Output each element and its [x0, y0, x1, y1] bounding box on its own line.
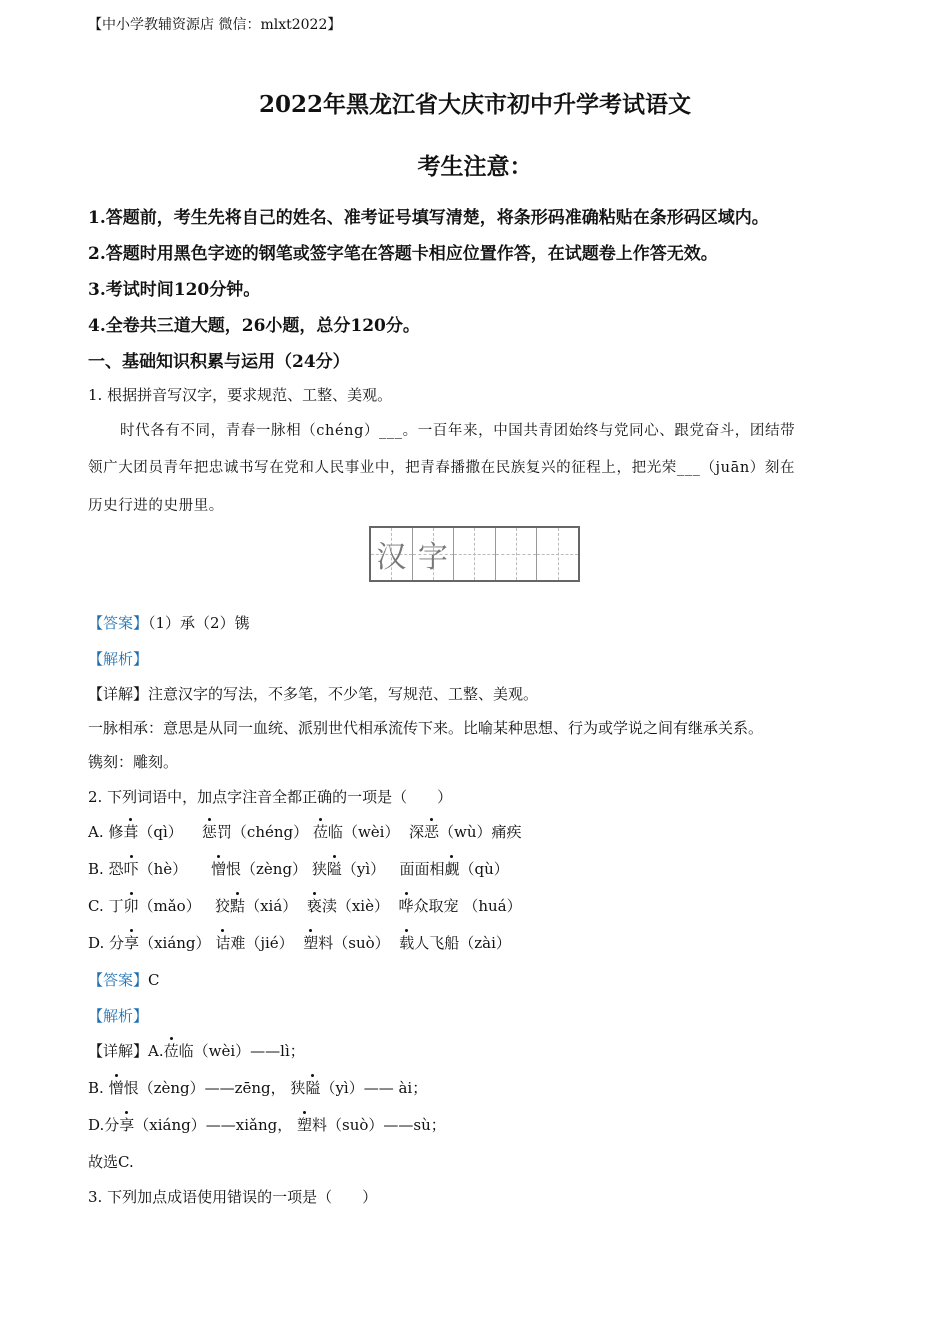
- page-title: 2022年黑龙江省大庆市初中升学考试语文: [258, 91, 691, 118]
- answer-text: C: [148, 971, 160, 989]
- q1-passage-line-2: 领广大团员青年把忠诚书写在党和人民事业中，把青春播撒在民族复兴的征程上，把光荣___（juān）刻在: [88, 460, 796, 476]
- grid-cell: [537, 528, 578, 580]
- q1-passage-line-3: 历史行进的史册里。: [88, 498, 224, 514]
- q2-analysis: [88, 1005, 148, 1026]
- q2-answer: [88, 969, 160, 990]
- writing-grid: [369, 526, 580, 582]
- q3-stem: 3. 下列加点成语使用错误的一项是（ ）: [88, 1188, 378, 1206]
- q1-note-2: 镌刻：雕刻。: [88, 753, 179, 771]
- grid-cell: 汉: [371, 528, 413, 580]
- q1-passage-line-1: 时代各有不同，青春一脉相（chéng）___。一百年来，中国共青团始终与党同心、跟党奋斗，团结带: [120, 423, 796, 439]
- grid-cell: 字: [413, 528, 455, 580]
- q2-stem: 2. 下列词语中，加点字注音全都正确的一项是（ ）: [88, 788, 453, 806]
- section-heading: 一、基础知识积累与运用（24分）: [88, 352, 350, 372]
- q1-stem: 1. 根据拼音写汉字，要求规范、工整、美观。: [88, 386, 393, 404]
- notice-2: 2.答题时用黑色字迹的钢笔或签字笔在答题卡相应位置作答，在试题卷上作答无效。: [88, 244, 718, 264]
- page-subtitle: 考生注意：: [417, 153, 533, 180]
- q2-detail-b: B. 憎恨（zèng）——zēng， 狭隘（yì）—— ài；: [88, 1079, 428, 1097]
- grid-cell: [496, 528, 538, 580]
- q2-option-b: B. 恐吓（hè） 憎恨（zèng） 狭隘（yì） 面面相觑（qù）: [88, 860, 509, 878]
- q2-detail-a: 【详解】A.莅临（wèi）——lì；: [88, 1042, 305, 1060]
- notice-3: 3.考试时间120分钟。: [88, 280, 261, 300]
- notice-1: 1.答题前，考生先将自己的姓名、准考证号填写清楚，将条形码准确粘贴在条形码区域内。: [88, 208, 769, 228]
- q1-answer: [88, 612, 250, 633]
- q2-option-a: A. 修葺（qì） 惩罚（chéng） 莅临（wèi） 深恶（wù）痛疾: [88, 823, 522, 841]
- q1-detail: [88, 683, 538, 704]
- notice-4: 4.全卷共三道大题，26小题，总分120分。: [88, 316, 420, 336]
- q1-note-1: 一脉相承：意思是从同一血统、派别世代相承流传下来。比喻某种思想、行为或学说之间有继承关系。: [88, 719, 764, 737]
- q2-option-d: D. 分享（xiáng） 诘难（jié） 塑料（suò） 载人飞船（zài）: [88, 934, 511, 952]
- q2-option-c: C. 丁卯（mǎo） 狡黠（xiá） 亵渎（xiè） 哗众取宠 （huá）: [88, 897, 522, 915]
- q2-conclusion: 故选C.: [88, 1153, 134, 1171]
- answer-tag: 【答案】: [88, 971, 149, 989]
- detail-tag: 【详解】: [88, 685, 149, 703]
- q2-detail-d: D.分享（xiáng）——xiǎng， 塑料（suò）——sù；: [88, 1116, 446, 1134]
- header-note: 【中小学教辅资源店 微信：mlxt2022】: [88, 17, 342, 33]
- analysis-tag: 【解析】: [88, 650, 149, 668]
- analysis-tag: 【解析】: [88, 1007, 149, 1025]
- answer-text: （1）承（2）镌: [148, 614, 250, 632]
- q1-analysis: [88, 648, 148, 669]
- grid-cell: [454, 528, 496, 580]
- answer-tag: 【答案】: [88, 614, 149, 632]
- detail-text: 注意汉字的写法，不多笔，不少笔，写规范、工整、美观。: [148, 685, 539, 703]
